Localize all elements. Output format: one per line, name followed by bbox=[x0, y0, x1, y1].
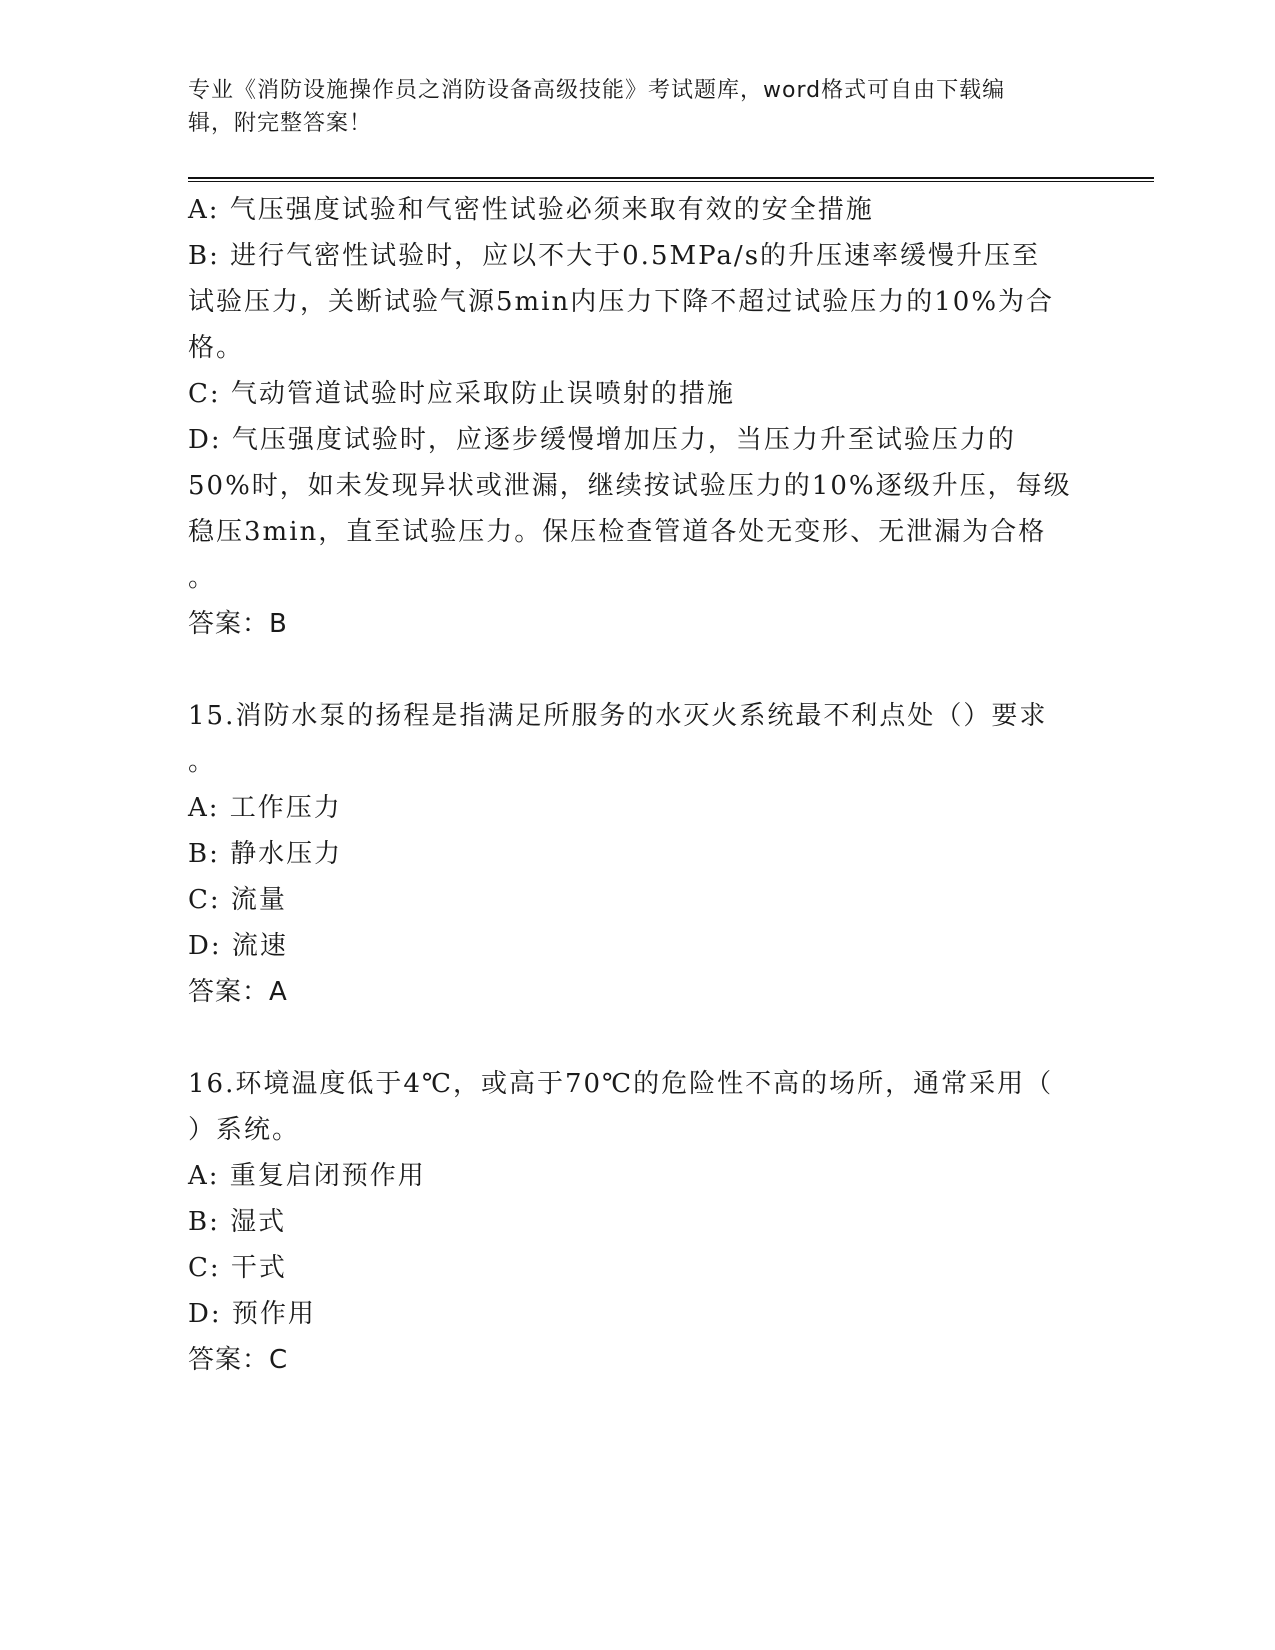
spacer bbox=[188, 647, 1078, 693]
question-stem-line-2: ）系统。 bbox=[188, 1115, 301, 1145]
question-16-block bbox=[188, 1061, 1078, 1383]
option-b-line-2: 试验压力，关断试验气源5min内压力下降不超过试验压力的10%为合 bbox=[188, 287, 1055, 317]
option-d-line-4: 。 bbox=[188, 563, 217, 593]
option-b-line-1: B: 进行气密性试验时，应以不大于0.5MPa/s的升压速率缓慢升压至 bbox=[188, 241, 1041, 271]
option-c: C: 流量 bbox=[188, 885, 287, 915]
question-stem-line-1: 16.环境温度低于4℃，或高于70℃的危险性不高的场所，通常采用（ bbox=[188, 1069, 1054, 1099]
option-d-line-3: 稳压3min，直至试验压力。保压检查管道各处无变形、无泄漏为合格 bbox=[188, 517, 1047, 547]
option-c: C: 气动管道试验时应采取防止误喷射的措施 bbox=[188, 379, 735, 409]
option-a: A: 工作压力 bbox=[188, 793, 342, 823]
option-a: A: 气压强度试验和气密性试验必须来取有效的安全措施 bbox=[188, 195, 874, 225]
option-b: B: 湿式 bbox=[188, 1207, 287, 1237]
option-a: A: 重复启闭预作用 bbox=[188, 1161, 426, 1191]
option-b: B: 静水压力 bbox=[188, 839, 343, 869]
option-b-line-3: 格。 bbox=[188, 333, 245, 363]
option-d-line-2: 50%时，如未发现异状或泄漏，继续按试验压力的10%逐级升压，每级 bbox=[188, 471, 1072, 501]
question-stem-line-1: 15.消防水泵的扬程是指满足所服务的水灭火系统最不利点处（）要求 bbox=[188, 701, 1048, 731]
question-stem-line-2: 。 bbox=[188, 747, 217, 777]
option-d-line-1: D: 气压强度试验时，应逐步缓慢增加压力，当压力升至试验压力的 bbox=[188, 425, 1016, 455]
option-c: C: 干式 bbox=[188, 1253, 287, 1283]
header-note-line-1: 专业《消防设施操作员之消防设备高级技能》考试题库，word格式可自由下载编 bbox=[188, 78, 1006, 103]
header-note-line-2: 辑，附完整答案！ bbox=[188, 111, 373, 136]
spacer bbox=[188, 1015, 1078, 1061]
option-d: D: 预作用 bbox=[188, 1299, 316, 1329]
question-15-block bbox=[188, 693, 1078, 1015]
question-content bbox=[188, 187, 1078, 1383]
answer-label: 答案：A bbox=[188, 977, 288, 1007]
header-divider bbox=[188, 177, 1154, 182]
header-note bbox=[188, 74, 1068, 140]
answer-label: 答案：B bbox=[188, 609, 288, 639]
previous-question-block bbox=[188, 187, 1078, 647]
option-d: D: 流速 bbox=[188, 931, 288, 961]
answer-label: 答案：C bbox=[188, 1345, 289, 1375]
